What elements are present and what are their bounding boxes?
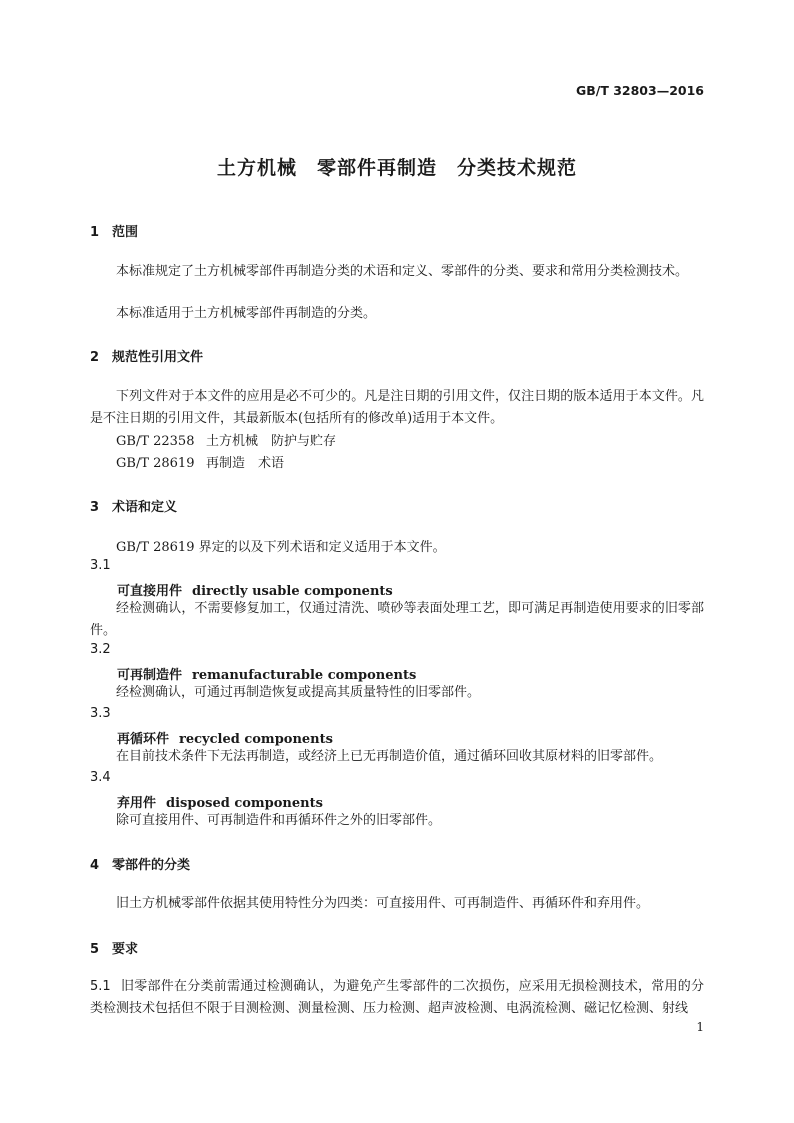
clause-number: 5.1: [90, 979, 111, 994]
section-number: 2: [90, 350, 100, 365]
term-english: recycled components: [179, 732, 333, 747]
scope-paragraph-2: 本标准适用于土方机械零部件再制造的分类。: [116, 306, 377, 321]
term-definition: 经检测确认，不需要修复加工，仅通过清洗、喷砂等表面处理工艺，即可满足再制造使用要求的旧零部件。: [90, 601, 704, 638]
term-english: disposed components: [166, 796, 323, 811]
terms-intro: GB/T 28619 界定的以及下列术语和定义适用于本文件。: [116, 540, 446, 555]
term-number: 3.2: [90, 642, 111, 657]
section-heading-4: [90, 854, 190, 873]
term-chinese: 再循环件: [117, 732, 170, 747]
term-chinese: 可直接用件: [117, 584, 183, 599]
section-heading-1: [90, 221, 138, 240]
reference-code: GB/T 22358: [116, 434, 195, 449]
section-title: 范围: [112, 225, 139, 240]
reference-item: [116, 430, 336, 449]
term-chinese: 可再制造件: [117, 668, 183, 683]
term-number: 3.4: [90, 770, 111, 785]
section-number: 1: [90, 225, 100, 240]
term-english: directly usable components: [192, 584, 393, 599]
term-entry: [117, 580, 393, 599]
section-number: 4: [90, 858, 100, 873]
term-number: 3.3: [90, 706, 111, 721]
section-title: 要求: [112, 942, 139, 957]
normative-paragraph: 下列文件对于本文件的应用是必不可少的。凡是注日期的引用文件，仅注日期的版本适用于本文件。凡是不注日期的引用文件，其最新版本(包括所有的修改单)适用于本文件。: [90, 389, 704, 426]
term-entry: [117, 664, 416, 683]
reference-title: 土方机械 防护与贮存: [206, 434, 337, 449]
clause-text: 旧零部件在分类前需通过检测确认，为避免产生零部件的二次损伤，应采用无损检测技术，常用的分类检测技术包括但不限于目测检测、测量检测、压力检测、超声波检测、电涡流检测、磁记忆检测、射线: [90, 979, 704, 1016]
section-heading-3: [90, 496, 177, 515]
section-title: 术语和定义: [112, 500, 178, 515]
term-entry: [117, 792, 323, 811]
page-number: 1: [696, 1020, 704, 1034]
reference-title: 再制造 术语: [206, 456, 285, 471]
section-number: 5: [90, 942, 100, 957]
standard-code: GB/T 32803—2016: [575, 83, 704, 98]
term-entry: [117, 728, 333, 747]
classification-paragraph: 旧土方机械零部件依据其使用特性分为四类：可直接用件、可再制造件、再循环件和弃用件。: [116, 896, 650, 911]
scope-paragraph-1: 本标准规定了土方机械零部件再制造分类的术语和定义、零部件的分类、要求和常用分类检测技术。: [116, 264, 689, 279]
term-number: 3.1: [90, 558, 111, 573]
term-english: remanufacturable components: [192, 668, 417, 683]
document-title: 土方机械 零部件再制造 分类技术规范: [216, 157, 577, 179]
term-definition: 在目前技术条件下无法再制造，或经济上已无再制造价值，通过循环回收其原材料的旧零部件。: [116, 749, 663, 764]
section-title: 零部件的分类: [112, 858, 191, 873]
section-title: 规范性引用文件: [112, 350, 204, 365]
reference-item: [116, 452, 284, 471]
term-chinese: 弃用件: [117, 796, 157, 811]
term-definition: 除可直接用件、可再制造件和再循环件之外的旧零部件。: [116, 813, 442, 828]
section-heading-2: [90, 346, 203, 365]
section-number: 3: [90, 500, 100, 515]
reference-code: GB/T 28619: [116, 456, 195, 471]
section-heading-5: [90, 938, 138, 957]
clause-5-1: [90, 976, 704, 1020]
term-definition: 经检测确认，可通过再制造恢复或提高其质量特性的旧零部件。: [116, 685, 481, 700]
